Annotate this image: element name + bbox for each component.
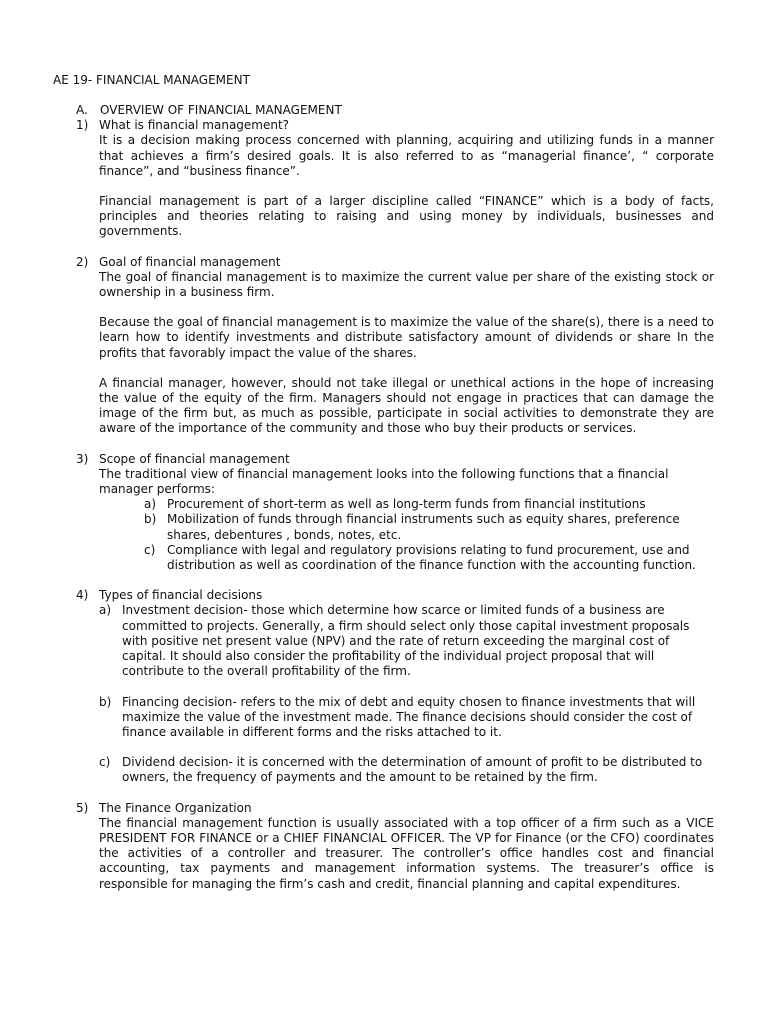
paragraph: A financial manager, however, should not take illegal or unethical actions in the hope of increasing the value of the equity of the firm. Managers should not engage in practices that can damage the image of the firm but, as much as possible, participate in social activities to demonstrate they are aware of the importance of the community and those who buy their products or services. [99,375,714,436]
list-item-2 [76,255,714,437]
section-a-label: A. [76,103,88,117]
sub-item [144,512,714,542]
item-number: 2) [76,254,89,269]
item-heading: Goal of financial management [99,254,281,269]
sub-item-text: Procurement of short-term as well as long-term funds from financial institutions [167,497,646,512]
document-body [76,103,714,892]
list-item-4 [76,588,714,785]
paragraph: The goal of financial management is to maximize the current value per share of the existing stock or ownership in a business firm. [99,269,714,300]
sub-item-label: a) [99,603,112,618]
sub-item-label: c) [99,755,111,770]
sub-item [99,755,714,785]
sub-item [99,695,714,741]
list-item-5 [76,801,714,892]
paragraph: The financial management function is usually associated with a top officer of a firm such as a VICE PRESIDENT FOR FINANCE or a CHIEF FINANCIAL OFFICER. The VP for Finance (or the CFO) coordinates the activities of a controller and treasurer. The controller’s office handles cost and financial accounting, tax payments and management information systems. The treasurer’s office is responsible for managing the firm’s cash and credit, financial planning and capital expenditures. [99,815,714,891]
sub-item-text: Compliance with legal and regulatory provisions relating to fund procurement, use and distribution as well as coordination of the finance function with the accounting function. [167,542,696,573]
item-number: 3) [76,451,89,466]
sub-list [144,497,714,573]
sub-item-label: c) [144,542,156,557]
sub-item-label: a) [144,497,157,512]
sub-item-text: Investment decision- those which determine how scarce or limited funds of a business are committed to projects. Generally, a firm should select only those capital investment proposals with positive net present value (NPV) and the rate of return exceeding the marginal cost of capital. It should also consider the profitability of the individual project proposal that will contribute to the overall profitability of the firm. [122,603,690,679]
list-item-3 [76,452,714,574]
item-heading: What is financial management? [99,118,290,133]
sub-item-text: Financing decision- refers to the mix of debt and equity chosen to finance investments that will maximize the value of the investment made. The finance decisions should consider the cost of finance available in different forms and the risks attached to it. [122,694,696,739]
sub-item-text: Mobilization of funds through financial instruments such as equity shares, preference shares, debentures , bonds, notes, etc. [167,512,680,542]
section-a [76,103,714,118]
list-item-1 [76,118,714,239]
paragraph: Financial management is part of a larger discipline called “FINANCE” which is a body of facts, principles and theories relating to raising and using money by individuals, businesses and governments. [99,194,714,239]
document-title: AE 19- FINANCIAL MANAGEMENT [53,73,250,87]
paragraph: Because the goal of financial management is to maximize the value of the share(s), there is a need to learn how to identify investments and distribute satisfactory amount of dividends or share In the profits that favorably impact the value of the shares. [99,315,714,360]
sub-item-label: b) [144,512,157,527]
section-a-heading: OVERVIEW OF FINANCIAL MANAGEMENT [100,103,342,117]
item-heading: Types of financial decisions [99,588,263,603]
item-heading: Scope of financial management [99,451,290,466]
item-number: 4) [76,588,89,603]
item-intro: The traditional view of financial management looks into the following functions that a financial manager performs: [99,466,669,497]
item-number: 5) [76,800,89,815]
item-number: 1) [76,118,89,133]
sub-item [144,497,714,512]
paragraph: It is a decision making process concerned with planning, acquiring and utilizing funds in a manner that achieves a firm’s desired goals. It is also referred to as “managerial finance’, “ corporate finance”, and “business finance”. [99,133,714,178]
sub-item [99,603,714,679]
item-heading: The Finance Organization [99,800,252,815]
sub-item [144,543,714,573]
sub-item-text: Dividend decision- it is concerned with the determination of amount of profit to be distributed to owners, the frequency of payments and the amount to be retained by the firm. [122,755,703,785]
sub-item-label: b) [99,694,112,709]
sub-list [99,603,714,785]
